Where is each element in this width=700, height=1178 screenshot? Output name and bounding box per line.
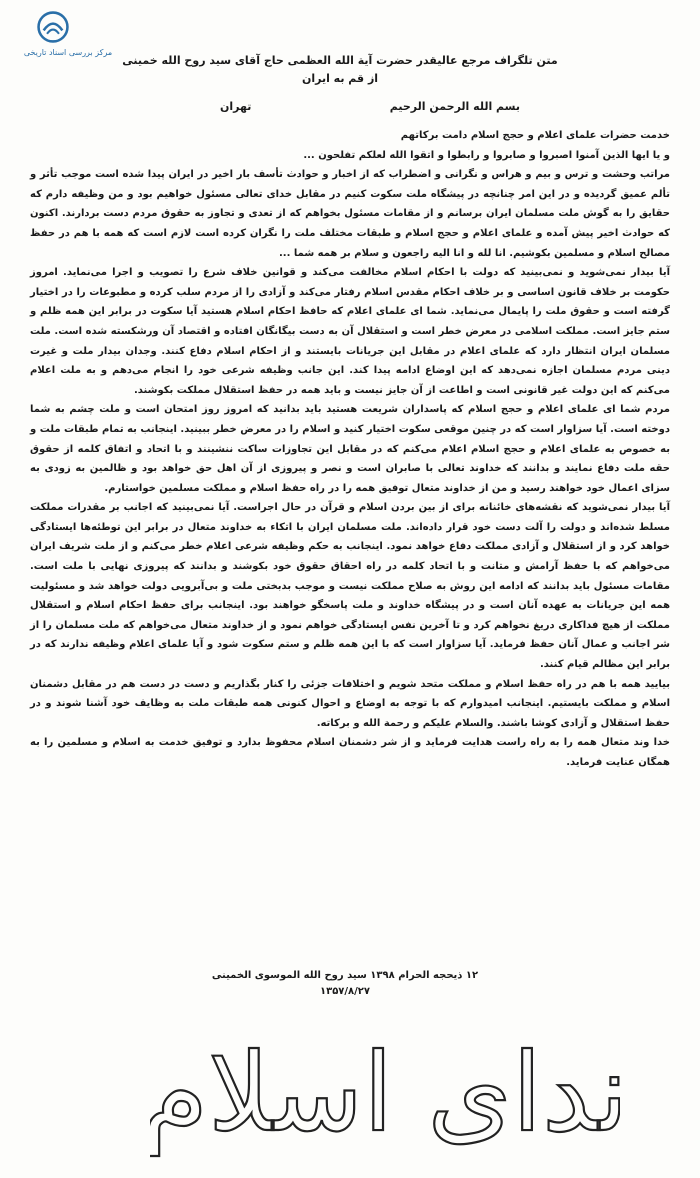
place-name: تهران — [220, 100, 252, 113]
newspaper-masthead — [150, 1030, 620, 1160]
bismillah: بسم الله الرحمن الرحیم — [389, 100, 520, 113]
header-title: متن تلگراف مرجع عالیقدر حضرت آیة الله العظمی حاج آقای سید روح الله خمینی — [122, 54, 558, 67]
paragraph: آیا بیدار نمی‌شوید و نمی‌بینید که دولت با احکام اسلام مخالفت می‌کند و قوانین خلاف شرع را تصویب و اجرا می‌نماید. امروز حکومت بر خلاف قانون اساسی و بر خلاف احکام مقدس اسلام رفتار می‌کند و آزادی را از مردم سلب کرده و مطبوعات را در اختیار گرفته است و حقوق ملت را پایمال می‌نماید. شما ای علمای اعلام که حافظ احکام اسلام هستید آیا سکوت در برابر این همه ظلم و ستم جایز است. مملکت اسلامی در معرض خطر است و استقلال آن به دست بیگانگان افتاده و اقتصاد آن ورشکسته شده است. ملت مسلمان ایران انتظار دارد که علمای اعلام در مقابل این جریانات بایستند و از احکام اسلام دفاع کنند. وجدان بیدار ملت و غیرت دینی مردم مسلمان اجازه نمی‌دهد که این اوضاع ادامه پیدا کند. این جانب وظیفه شرعی خود را انجام می‌دهم و به ملت اعلام می‌کنم که این دولت غیر قانونی است و اطاعت از آن جایز نیست و باید همه در حفظ استقلال مملکت بکوشند. — [30, 267, 670, 396]
paragraph: مردم شما ای علمای اعلام و حجج اسلام که پاسداران شریعت هستید باید بدانید که امروز روز امتحان است و ملت چشم به شما دوخته است. آیا سزاوار است که در چنین موقعی سکوت اختیار کنید و اسلام را در معرض خطر ببینید. اینجانب به تمام طبقات ملت و به خصوص به علمای اعلام و حجج اسلام اعلام می‌کنم که در مقابل این تجاوزات ساکت ننشینند و با اتحاد و اتفاق کلمه از حقوق حقه ملت دفاع نمایند و بدانند که خداوند تعالی با صابران است و نصر و پیروزی از آن اهل حق خواهد بود و ظالمین به زودی به سزای اعمال خود خواهند رسید و من از خداوند متعال توفیق همه را در راه حفظ اسلام و مملکت مسلمین خواستارم. — [30, 404, 670, 494]
paragraph: بیایید همه با هم در راه حفظ اسلام و مملکت متحد شویم و اختلافات جزئی را کنار بگذاریم و دست در دست هم در مقابل دشمنان اسلام و مملکت بایستیم. اینجانب امیدوارم که با توجه به اوضاع و احوال کنونی همه طبقات ملت به وظایف خود آشنا شوند و در حفظ استقلال و آزادی کوشا باشند. والسلام علیکم و رحمة الله و برکاته. — [30, 678, 670, 729]
salutation-row — [220, 100, 520, 120]
masthead-outline-text — [150, 1030, 620, 1160]
paragraph: خدا وند متعال همه را به راه راست هدایت فرماید و از شر دشمنان اسلام محفوظ بدارد و توفیق خدمت به اسلام و مسلمین را به همگان عنایت فرماید. — [30, 737, 670, 768]
signature-block — [180, 968, 510, 1000]
archive-emblem-icon — [36, 10, 70, 44]
paragraph: و یا ایها الذین آمنوا اصبروا و صابروا و رابطوا و اتقوا الله لعلکم تفلحون ... — [303, 149, 670, 161]
paragraph: آیا بیدار نمی‌شوید که نقشه‌های خائنانه برای از بین بردن اسلام و قرآن در حال اجراست. آیا نمی‌بینید که اجانب بر مقدرات مملکت مسلط شده‌اند و دولت را آلت دست خود قرار داده‌اند. ملت مسلمان ایران با اتکاء به خداوند متعال در برابر این توطئه‌ها ایستادگی خواهد کرد و از استقلال و آزادی مملکت دفاع خواهد نمود. اینجانب به حکم وظیفه شرعی اعلام خطر می‌کنم و از ملت شریف ایران می‌خواهم که با حفظ آرامش و متانت و با اتحاد کلمه در راه احقاق حقوق خود بکوشند و بدانند که پیروزی نهایی با ملت است. مقامات مسئول باید بدانند که ادامه این روش به صلاح مملکت نیست و موجب بدبختی ملت و بی‌آبرویی دولت خواهد شد و مسئولیت همه این جریانات به عهده آنان است و در پیشگاه خداوند و ملت پاسخگو خواهند بود. اینجانب برای حفظ احکام اسلام و استقلال مملکت از هیچ فداکاری دریغ نخواهم کرد و تا آخرین نفس ایستادگی خواهم نمود و از خداوند متعال می‌خواهم که ملت مسلمان را از شر اجانب و عمال آنان حفظ فرماید. آیا سزاوار است که با این همه ظلم و ستم سکوت شود و آیا علمای اعلام وظیفه ندارند که در برابر این مظالم قیام کنند. — [30, 502, 670, 671]
document-header — [120, 52, 560, 88]
header-subtitle: از قم به ایران — [301, 72, 379, 85]
signature-date: ۱۳۵۷/۸/۲۷ — [319, 986, 371, 997]
paragraph: مراتب وحشت و ترس و بیم و هراس و نگرانی و اضطراب که از اخبار و حوادث تأسف بار اخیر در ایران پیدا شده است موجب تأثر و تألم عمیق گردیده و در این امر چنانچه در پیشگاه ملت سکوت کنیم در مقابل خدای تعالی مسئول خواهیم بود و من وظیفه دارم که حقایق را به گوش ملت مسلمان ایران برسانم و از مقامات مسئول بخواهم که از تعدی و تجاوز به حقوق مردم دست بردارند. اکنون که حوادث اخیر پیش آمده و علمای اعلام و حجج اسلام و طبقات مختلف ملت را نگران کرده است لازم است که همه با هم در حفظ مصالح اسلام و مسلمین بکوشیم. انا لله و انا الیه راجعون و سلام بر همه شما ... — [30, 169, 670, 259]
archive-logo-text: مرکز بررسی اسناد تاریخی — [23, 48, 113, 57]
archive-logo — [8, 8, 128, 64]
paragraph: خدمت حضرات علمای اعلام و حجج اسلام دامت برکاتهم — [400, 130, 670, 141]
signature-line: ۱۲ ذیحجه الحرام ۱۳۹۸ سید روح الله الموسوی الخمینی — [211, 970, 479, 981]
telegram-body — [30, 126, 670, 773]
masthead-text: ندای اسلام — [150, 1031, 620, 1156]
